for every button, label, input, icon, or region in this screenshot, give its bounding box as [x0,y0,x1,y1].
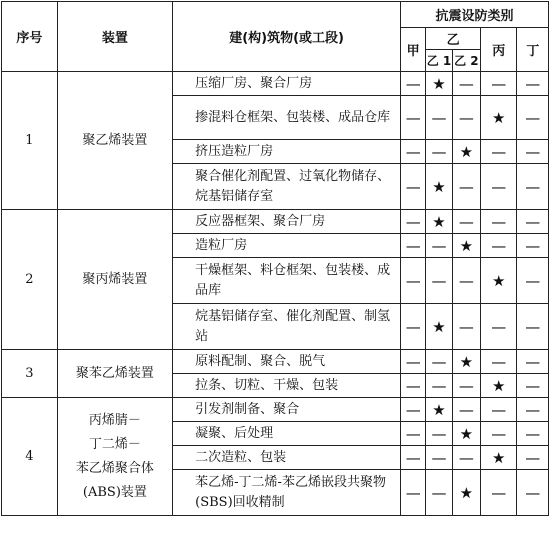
mark-jia: — [401,304,426,350]
mark-bing: ★ [481,258,517,304]
header-ding: 丁 [517,28,549,72]
header-building: 建(构)筑物(或工段) [173,2,401,72]
mark-bing: — [481,72,517,96]
header-bing: 丙 [481,28,517,72]
mark-ding: — [517,234,549,258]
building-name: 二次造粒、包装 [173,446,401,470]
mark-ding: — [517,422,549,446]
group-device [57,398,172,516]
mark-yi1: — [426,470,452,516]
header-yi1: 乙 1 [426,50,452,72]
header-jia: 甲 [401,28,426,72]
mark-ding: — [517,164,549,210]
device-line: 丙烯腈－ [88,412,141,428]
mark-yi2: ★ [452,234,480,258]
mark-jia: — [401,446,426,470]
group-no: 3 [2,350,58,398]
mark-bing: ★ [481,446,517,470]
mark-yi2: — [452,258,480,304]
group-device: 聚苯乙烯装置 [57,350,172,398]
mark-yi1: ★ [426,210,452,234]
mark-jia: — [401,210,426,234]
mark-yi1: — [426,422,452,446]
mark-bing: — [481,140,517,164]
mark-ding: — [517,470,549,516]
group-device: 聚丙烯装置 [57,210,172,350]
mark-jia: — [401,140,426,164]
mark-yi2: — [452,210,480,234]
group-no: 1 [2,72,58,210]
mark-jia: — [401,350,426,374]
mark-bing: ★ [481,374,517,398]
mark-yi1: — [426,350,452,374]
mark-jia: — [401,72,426,96]
header-yi2: 乙 2 [452,50,480,72]
building-name: 聚合催化剂配置、过氧化物储存、烷基铝储存室 [173,164,401,210]
mark-jia: — [401,470,426,516]
mark-yi1: — [426,374,452,398]
building-name: 掺混料仓框架、包装楼、成品仓库 [173,96,401,140]
device-line: 苯乙烯聚合体 [75,460,154,476]
mark-yi1: — [426,446,452,470]
mark-ding: — [517,350,549,374]
mark-jia: — [401,374,426,398]
building-name: 原料配制、聚合、脱气 [173,350,401,374]
building-name: 凝聚、后处理 [173,422,401,446]
mark-ding: — [517,96,549,140]
mark-yi1: — [426,96,452,140]
mark-jia: — [401,398,426,422]
building-name: 拉条、切粒、干燥、包装 [173,374,401,398]
mark-bing: — [481,422,517,446]
mark-ding: — [517,446,549,470]
mark-yi2: ★ [452,422,480,446]
header-yi: 乙 [426,28,481,50]
building-name: 烷基铝储存室、催化剂配置、制氢站 [173,304,401,350]
seismic-category-table [1,1,549,516]
header-category: 抗震设防类别 [401,2,549,28]
mark-yi1: ★ [426,304,452,350]
mark-yi2: — [452,374,480,398]
mark-ding: — [517,210,549,234]
building-name: 苯乙烯-丁二烯-苯乙烯嵌段共聚物(SBS)回收精制 [173,470,401,516]
mark-yi2: — [452,164,480,210]
mark-yi2: — [452,398,480,422]
mark-yi1: — [426,234,452,258]
mark-ding: — [517,374,549,398]
mark-bing: — [481,350,517,374]
mark-yi1: — [426,140,452,164]
building-name: 反应器框架、聚合厂房 [173,210,401,234]
mark-ding: — [517,140,549,164]
building-name: 挤压造粒厂房 [173,140,401,164]
mark-bing: — [481,304,517,350]
mark-yi2: ★ [452,470,480,516]
mark-yi2: ★ [452,350,480,374]
mark-yi1: ★ [426,72,452,96]
building-name: 造粒厂房 [173,234,401,258]
mark-yi2: — [452,304,480,350]
building-name: 压缩厂房、聚合厂房 [173,72,401,96]
mark-jia: — [401,422,426,446]
mark-yi1: — [426,258,452,304]
mark-yi1: ★ [426,398,452,422]
building-name: 干燥框架、料仓框架、包装楼、成品库 [173,258,401,304]
building-name: 引发剂制备、聚合 [173,398,401,422]
mark-bing: — [481,398,517,422]
mark-bing: ★ [481,96,517,140]
group-no: 2 [2,210,58,350]
mark-ding: — [517,258,549,304]
device-line: (ABS)装置 [82,484,147,500]
mark-yi2: ★ [452,140,480,164]
mark-ding: — [517,398,549,422]
mark-jia: — [401,164,426,210]
mark-bing: — [481,164,517,210]
mark-yi2: — [452,72,480,96]
header-seq: 序号 [2,2,58,72]
mark-yi2: — [452,96,480,140]
mark-yi2: — [452,446,480,470]
device-line: 丁二烯－ [88,436,141,452]
mark-jia: — [401,96,426,140]
mark-jia: — [401,258,426,304]
mark-bing: — [481,470,517,516]
mark-ding: — [517,304,549,350]
mark-ding: — [517,72,549,96]
mark-yi1: ★ [426,164,452,210]
group-no: 4 [2,398,58,516]
group-device: 聚乙烯装置 [57,72,172,210]
mark-bing: — [481,210,517,234]
mark-jia: — [401,234,426,258]
header-device: 装置 [57,2,172,72]
mark-bing: — [481,234,517,258]
